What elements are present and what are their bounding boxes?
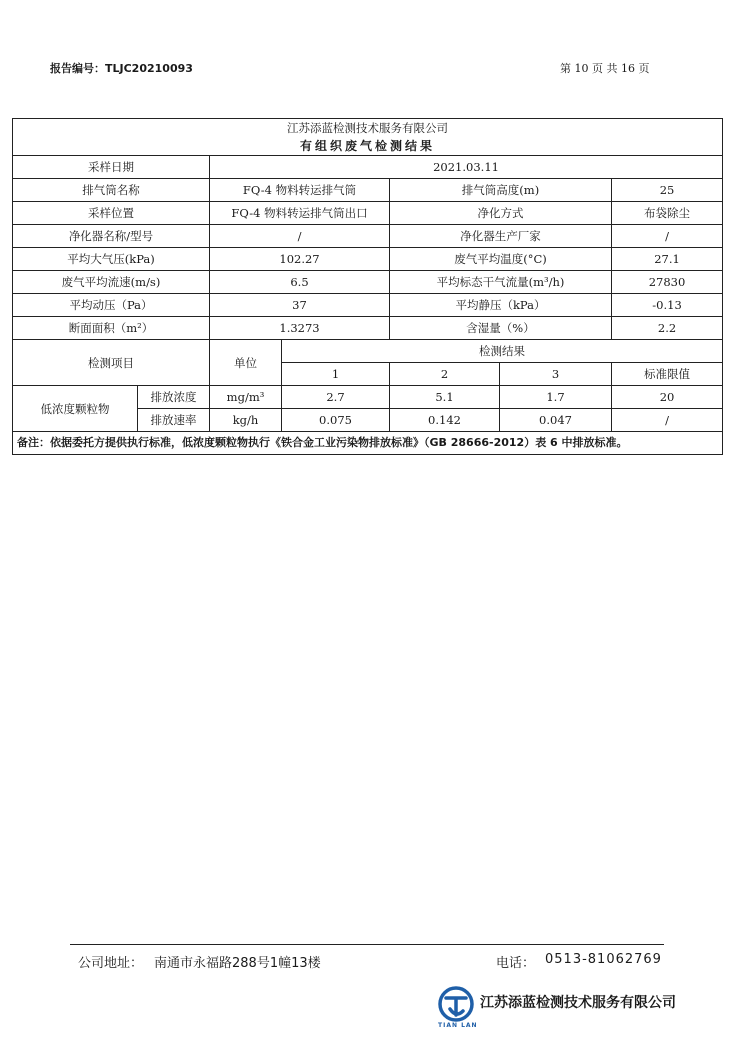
results-table-wrapper (12, 118, 722, 455)
stack-height-label: 排气筒高度(m) (390, 179, 612, 202)
tel-number: 0513-81062769 (545, 952, 662, 967)
row-unit: mg/m³ (210, 386, 282, 409)
section-area: 1.3273 (210, 317, 390, 340)
tel-label: 电话： (496, 956, 536, 971)
row-value-3: 1.7 (500, 386, 612, 409)
gas-temp: 27.1 (612, 248, 723, 271)
sampling-date: 2021.03.11 (210, 156, 723, 179)
row-value-2: 5.1 (390, 386, 500, 409)
purification-method-label: 净化方式 (390, 202, 612, 225)
company-name: 江苏添蓝检测技术服务有限公司 (480, 995, 676, 1011)
flow-speed-label: 废气平均流速(m/s) (13, 271, 210, 294)
stack-name-label: 排气筒名称 (13, 179, 210, 202)
purifier-maker: / (612, 225, 723, 248)
report-number: 报告编号：TLJC20210093 (50, 62, 193, 75)
row-value-1: 0.075 (282, 409, 390, 432)
static-pressure: -0.13 (612, 294, 723, 317)
row-limit: / (612, 409, 723, 432)
gas-temp-label: 废气平均温度(°C) (390, 248, 612, 271)
company-logo-icon (436, 985, 476, 1025)
sampling-position: FQ-4 物料转运排气筒出口 (210, 202, 390, 225)
atm-pressure-label: 平均大气压(kPa) (13, 248, 210, 271)
unit-header: 单位 (210, 340, 282, 386)
row-value-3: 0.047 (500, 409, 612, 432)
results-table (12, 118, 723, 455)
row-name: 排放速率 (138, 409, 210, 432)
address-label: 公司地址： (78, 956, 144, 971)
stack-name: FQ-4 物料转运排气筒 (210, 179, 390, 202)
sampling-position-label: 采样位置 (13, 202, 210, 225)
item-header: 检测项目 (13, 340, 210, 386)
limit-header: 标准限值 (612, 363, 723, 386)
static-pressure-label: 平均静压（kPa） (390, 294, 612, 317)
col-1-header: 1 (282, 363, 390, 386)
dyn-pressure-label: 平均动压（Pa） (13, 294, 210, 317)
atm-pressure: 102.27 (210, 248, 390, 271)
page-number: 第 10 页 共 16 页 (560, 62, 650, 75)
purifier-maker-label: 净化器生产厂家 (390, 225, 612, 248)
row-value-1: 2.7 (282, 386, 390, 409)
purifier-model-label: 净化器名称/型号 (13, 225, 210, 248)
address: 南通市永福路288号1幢13楼 (154, 956, 321, 971)
moisture-label: 含湿量（%） (390, 317, 612, 340)
results-header: 检测结果 (282, 340, 723, 363)
table-row (13, 386, 723, 409)
std-dry-flow-label: 平均标态干气流量(m³/h) (390, 271, 612, 294)
dyn-pressure: 37 (210, 294, 390, 317)
row-unit: kg/h (210, 409, 282, 432)
row-limit: 20 (612, 386, 723, 409)
flow-speed: 6.5 (210, 271, 390, 294)
purifier-model: / (210, 225, 390, 248)
section-area-label: 断面面积（m²） (13, 317, 210, 340)
row-name: 排放浓度 (138, 386, 210, 409)
col-3-header: 3 (500, 363, 612, 386)
stack-height: 25 (612, 179, 723, 202)
col-2-header: 2 (390, 363, 500, 386)
footer-divider (70, 944, 664, 945)
table-note: 备注：依据委托方提供执行标准，低浓度颗粒物执行《铁合金工业污染物排放标准》（GB 28666-2012）表 6 中排放标准。 (13, 432, 723, 455)
moisture: 2.2 (612, 317, 723, 340)
row-value-2: 0.142 (390, 409, 500, 432)
purification-method: 布袋除尘 (612, 202, 723, 225)
std-dry-flow: 27830 (612, 271, 723, 294)
sampling-date-label: 采样日期 (13, 156, 210, 179)
table-title: 有组织废气检测结果 (13, 137, 723, 156)
logo-text: TIAN LAN (438, 1022, 478, 1029)
org-name: 江苏添蓝检测技术服务有限公司 (13, 119, 723, 138)
pollutant-name: 低浓度颗粒物 (13, 386, 138, 432)
